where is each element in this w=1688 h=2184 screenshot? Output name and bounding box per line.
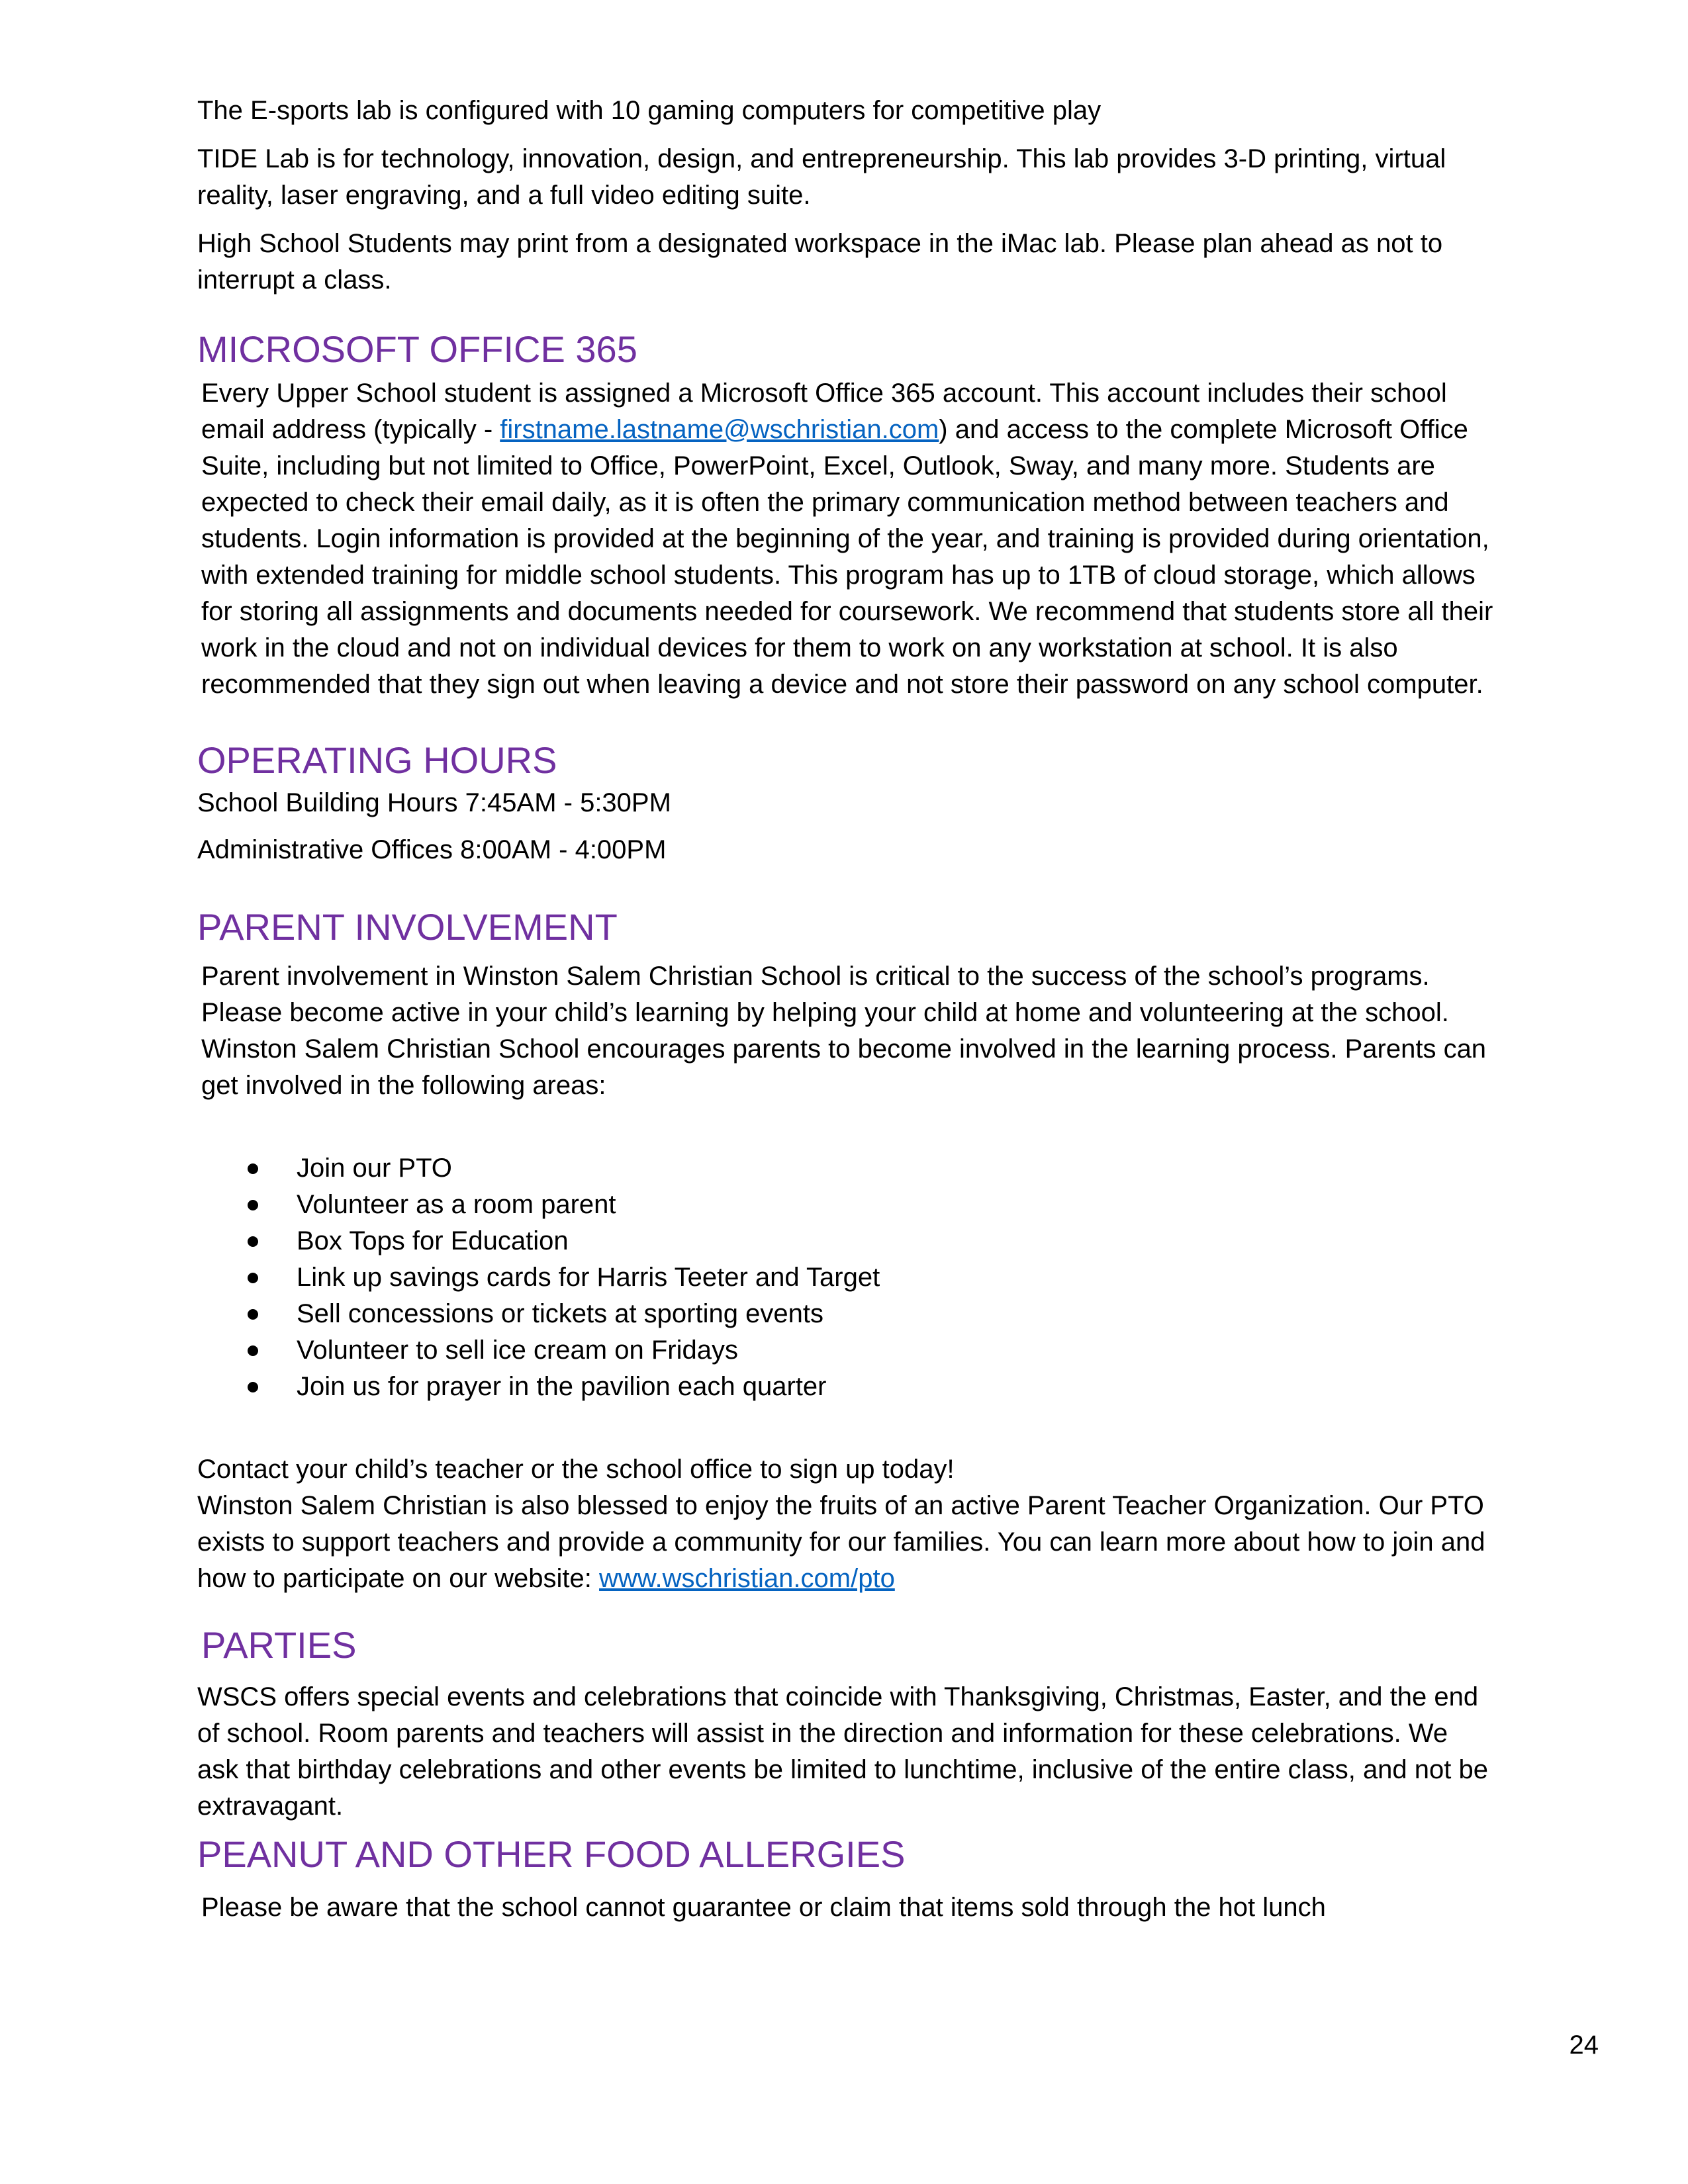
bullet-icon (248, 1236, 258, 1247)
list-item (197, 1187, 1495, 1223)
list-item (197, 1369, 1495, 1405)
ms365-paragraph (197, 375, 1495, 703)
bullet-icon (248, 1200, 258, 1210)
list-item (197, 1296, 1495, 1332)
printing-text: High School Students may print from a designated workspace in the iMac lab. Please plan ahead as not to interrupt a class. (197, 229, 1443, 295)
heading-parties: PARTIES (201, 1624, 357, 1666)
list-item (197, 1332, 1495, 1369)
list-item-text: Box Tops for Education (297, 1226, 569, 1255)
bullet-icon (248, 1163, 258, 1174)
office-hours: Administrative Offices 8:00AM - 4:00PM (197, 835, 667, 864)
parties-paragraph: WSCS offers special events and celebrations that coincide with Thanksgiving, Christmas, Easter, and the end of school. Room parents and teachers will assist in the direction and information for these celebrations. We ask that birthday celebrations and other events be limited to lunchtime, inclusive of the entire class, and not be extravagant. (197, 1682, 1488, 1821)
heading-parent-involvement: PARENT INVOLVEMENT (197, 906, 618, 948)
pto-paragraph (197, 1488, 1495, 1597)
contact-text: Contact your child’s teacher or the school office to sign up today! (197, 1455, 955, 1484)
list-item-text: Link up savings cards for Harris Teeter and Target (297, 1263, 880, 1292)
page-content (197, 93, 1495, 1926)
list-item-text: Volunteer as a room parent (297, 1190, 616, 1219)
bullet-icon (248, 1273, 258, 1283)
building-hours: School Building Hours 7:45AM - 5:30PM (197, 788, 671, 817)
list-item-text: Join our PTO (297, 1154, 452, 1183)
tide-lab-text: TIDE Lab is for technology, innovation, design, and entrepreneurship. This lab provides 3-D printing, virtual reality, laser engraving, and a full video editing suite. (197, 144, 1446, 210)
ms365-text-after-link: ) and access to the complete Microsoft Office Suite, including but not limited to Office, PowerPoint, Excel, Outlook, Sway, and many more. Students are expected to check their email daily, as it is often the primary communication method between teachers and students. Login information is provided at the beginning of the year, and training is provided during orientation, with extended training for middle school students. This program has up to 1TB of cloud storage, which allows for storing all assignments and documents needed for coursework. We recommend that students store all their work in the cloud and not on individual devices for them to work on any workstation at school. It is also recommended that they sign out when leaving a device and not store their password on any school computer. (201, 415, 1493, 699)
heading-microsoft-office-365: MICROSOFT OFFICE 365 (197, 328, 637, 370)
esports-lab-text: The E-sports lab is configured with 10 gaming computers for competitive play (197, 96, 1102, 125)
pto-website-link[interactable]: www.wschristian.com/pto (599, 1564, 895, 1593)
parent-intro-paragraph: Parent involvement in Winston Salem Christian School is critical to the success of the school’s programs. Please become active in your child’s learning by helping your child at home and volunteering at the school. Winston Salem Christian School encourages parents to become involved in the learning process. Parents can get involved in the following areas: (201, 962, 1487, 1100)
heading-peanut-allergies: PEANUT AND OTHER FOOD ALLERGIES (197, 1833, 906, 1875)
peanut-paragraph: Please be aware that the school cannot guarantee or claim that items sold through the hot lunch (201, 1893, 1326, 1922)
pto-text-before-link: Winston Salem Christian is also blessed to enjoy the fruits of an active Parent Teacher Organization. Our PTO exists to support teachers and provide a community for our families. You can learn more about how to join and how to participate on our website: (197, 1491, 1485, 1593)
heading-operating-hours: OPERATING HOURS (197, 739, 557, 781)
list-item (197, 1223, 1495, 1259)
list-item-text: Join us for prayer in the pavilion each quarter (297, 1372, 827, 1401)
list-item (197, 1150, 1495, 1187)
list-item (197, 1259, 1495, 1296)
bullet-icon (248, 1309, 258, 1320)
involvement-list (197, 1150, 1495, 1405)
email-link[interactable]: firstname.lastname@wschristian.com (500, 415, 939, 444)
bullet-icon (248, 1345, 258, 1356)
bullet-icon (248, 1382, 258, 1392)
list-item-text: Sell concessions or tickets at sporting events (297, 1299, 823, 1328)
list-item-text: Volunteer to sell ice cream on Fridays (297, 1336, 738, 1365)
page-number: 24 (1569, 2030, 1599, 2060)
ms365-text-before-link: Every Upper School student is assigned a Microsoft Office 365 account. This account includes their school email address (typically - (201, 379, 1447, 444)
